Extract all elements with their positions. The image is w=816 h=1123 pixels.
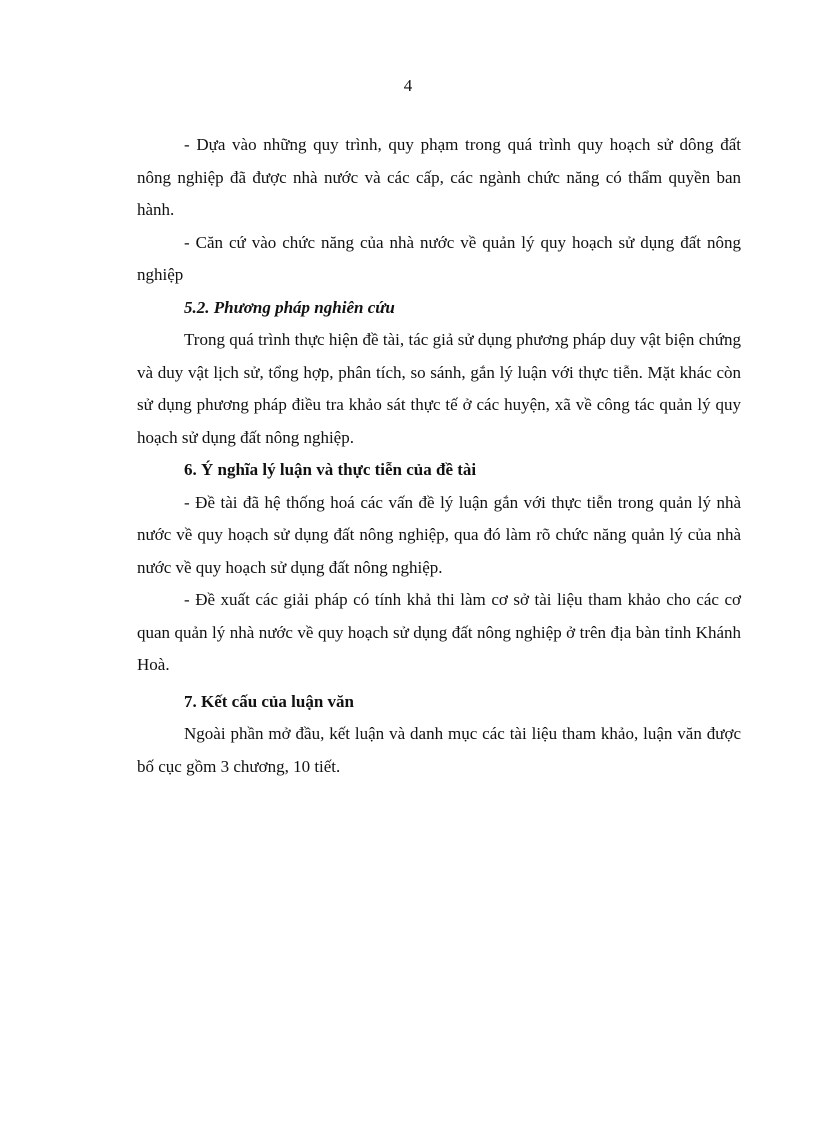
paragraph-basis-procedures: - Dựa vào những quy trình, quy phạm trong quá trình quy hoạch sử dông đất nông nghiệp đã được nhà nước và các cấp, các ngành chức năng có thẩm quyền ban hành.	[137, 135, 741, 219]
document-body	[137, 129, 741, 783]
paragraph-thesis-structure: Ngoài phần mở đầu, kết luận và danh mục các tài liệu tham khảo, luận văn được bố cục gồm 3 chương, 10 tiết.	[137, 724, 741, 776]
paragraph-basis-state-functions: - Căn cứ vào chức năng của nhà nước về quản lý quy hoạch sử dụng đất nông nghiệp	[137, 232, 741, 284]
paragraph-significance-theory: - Đề tài đã hệ thống hoá các vấn đề lý luận gắn với thực tiễn trong quản lý nhà nước về quy hoạch sử dụng đất nông nghiệp, qua đó làm rõ chức năng quản lý của nhà nước về quy hoạch sử dụng đất nông nghiệp.	[137, 492, 741, 577]
page-number: 4	[403, 76, 413, 95]
paragraph-significance-solutions: - Đề xuất các giải pháp có tính khả thi làm cơ sở tài liệu tham khảo cho các cơ quan quản lý nhà nước về quy hoạch sử dụng đất nông nghiệp ở trên địa bàn tỉnh Khánh Hoà.	[137, 590, 741, 674]
heading-significance: 6. Ý nghĩa lý luận và thực tiễn của đề tài	[184, 460, 477, 479]
paragraph-research-methods: Trong quá trình thực hiện đề tài, tác giả sử dụng phương pháp duy vật biện chứng và duy vật lịch sử, tổng hợp, phân tích, so sánh, gắn lý luận với thực tiễn. Mặt khác còn sử dụng phương pháp điều tra khảo sát thực tế ở các huyện, xã về công tác quản lý quy hoạch sử dụng đất nông nghiệp.	[137, 330, 741, 447]
heading-thesis-structure: 7. Kết cấu của luận văn	[184, 691, 355, 711]
heading-research-methods: 5.2. Phương pháp nghiên cứu	[184, 297, 395, 317]
